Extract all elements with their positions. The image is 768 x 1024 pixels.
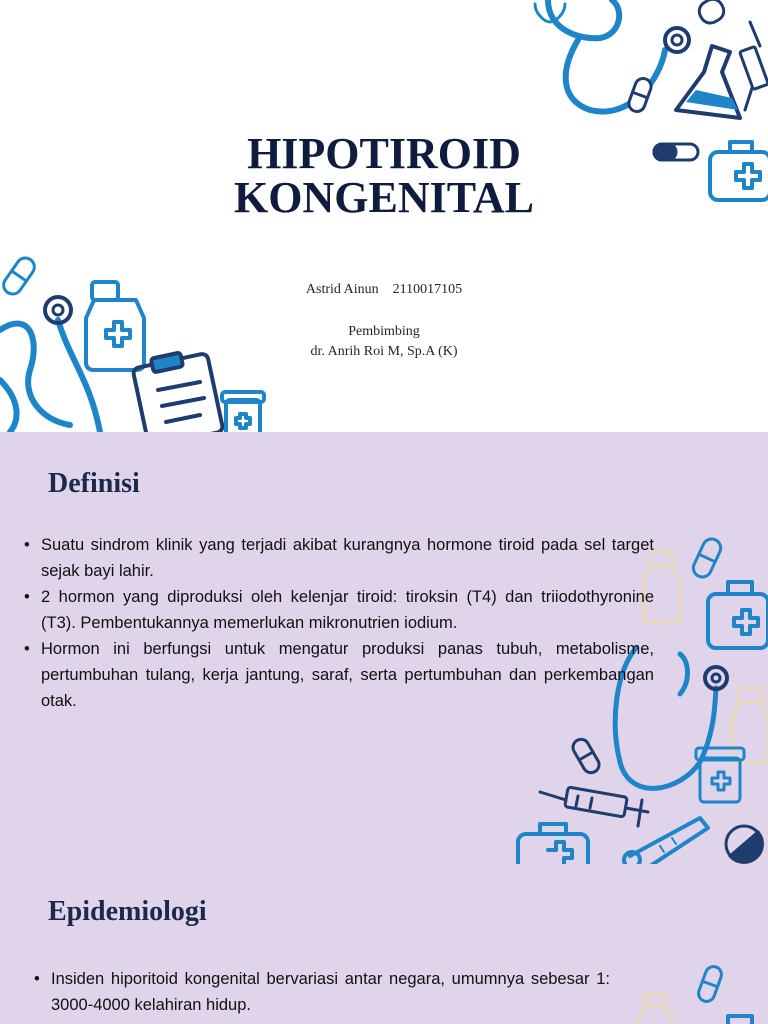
epidemiologi-list (30, 966, 610, 1018)
medicine-bottle-icon (86, 282, 144, 370)
pill-icon (570, 736, 602, 775)
author-id: 2110017105 (392, 282, 463, 297)
author-line (224, 281, 544, 299)
first-aid-kit-icon (708, 582, 768, 648)
first-aid-kit-icon (710, 142, 768, 200)
capsule-icon (654, 144, 698, 160)
cover-slide (0, 0, 768, 432)
bottle-icon (732, 688, 768, 762)
section-heading-definisi: Definisi (48, 468, 140, 499)
definisi-list (20, 532, 654, 714)
first-aid-kit-icon (518, 824, 588, 864)
advisor-label: Pembimbing (348, 324, 420, 339)
pill-jar-icon (222, 392, 264, 432)
first-aid-kit-icon (728, 1016, 752, 1024)
page-title (184, 129, 584, 222)
pill-icon (696, 964, 723, 1003)
syringe-icon (540, 787, 648, 826)
advisor-name: dr. Anrih Roi M, Sp.A (K) (310, 344, 458, 359)
author-name: Astrid Ainun (305, 282, 379, 297)
list-item: • Hormon ini berfungsi untuk mengatur produksi panas tubuh, metabolisme, pertumbuhan tulang, kerja jantung, saraf, serta pertumbuhan dan perkembangan otak. (20, 636, 654, 714)
section-heading-epidemiologi: Epidemiologi (48, 896, 207, 927)
pill-icon (0, 254, 38, 297)
epidemiologi-slide (0, 864, 768, 1024)
flask-icon (676, 46, 740, 118)
bottle-icon (638, 994, 672, 1024)
pill-icon (690, 536, 723, 580)
list-item: • Suatu sindrom klinik yang terjadi akibat kurangnya hormone tiroid pada sel target sejak bayi lahir. (20, 532, 654, 584)
title-line-2: KONGENITAL (234, 173, 534, 222)
tablet-icon (726, 826, 762, 862)
list-item: • 2 hormon yang diproduksi oleh kelenjar tiroid: tiroksin (T4) dan triiodothyronine (T3). Pembentukannya memerlukan mikronutrien iodium. (20, 584, 654, 636)
stethoscope-icon (548, 0, 689, 112)
thermometer-icon (624, 818, 708, 864)
definisi-slide (0, 432, 768, 864)
clipboard-icon (133, 353, 224, 432)
list-item: • Insiden hiporitoid kongenital bervariasi antar negara, umumnya sebesar 1: 3000-4000 kelahiran hidup. (30, 966, 610, 1018)
syringe-icon (740, 22, 768, 110)
title-line-1: HIPOTIROID (247, 129, 521, 178)
